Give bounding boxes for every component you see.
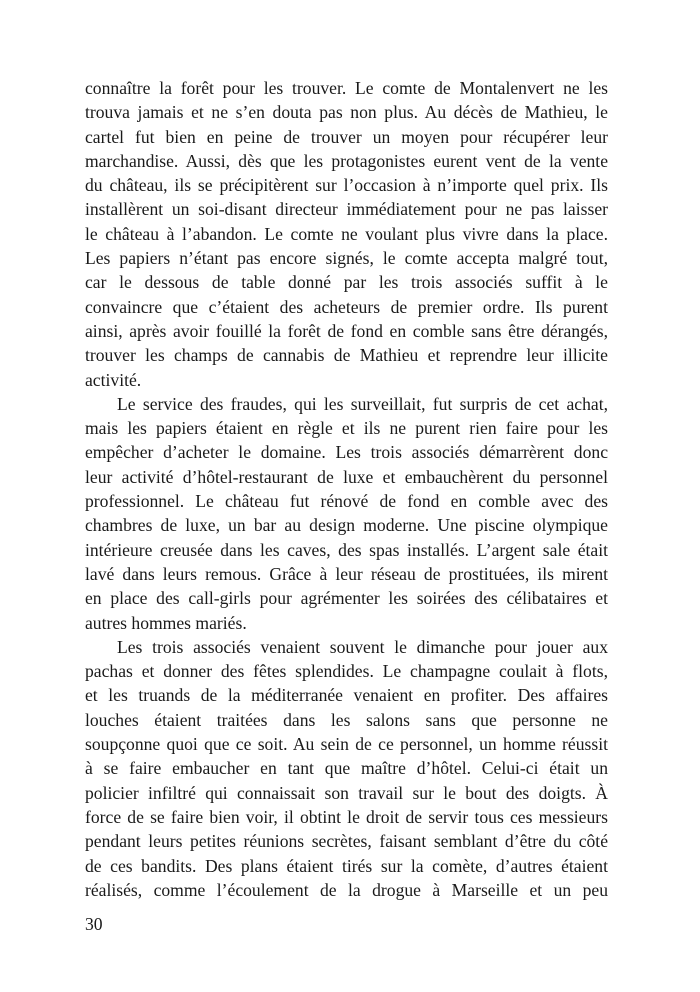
text-line: Les trois associés venaient souvent le dimanche pour jouer aux bbox=[117, 636, 608, 657]
text-line: professionnel. Le château fut rénové de fond en comble avec des bbox=[85, 491, 608, 512]
text-line: de ces bandits. Des plans étaient tirés sur la comète, d’autres étaient bbox=[85, 855, 608, 876]
text-line: à se faire embaucher en tant que maître d’hôtel. Celui-ci était un bbox=[85, 758, 608, 779]
text-line: mais les papiers étaient en règle et ils ne purent rien faire pour les bbox=[85, 418, 608, 439]
text-line: empêcher d’acheter le domaine. Les trois associés démarrèrent donc bbox=[85, 442, 608, 463]
text-line: convaincre que c’étaient des acheteurs de premier ordre. Ils purent bbox=[85, 296, 608, 317]
text-line: car le dessous de table donné par les trois associés suffit à le bbox=[85, 272, 608, 293]
text-line: du château, ils se précipitèrent sur l’occasion à n’importe quel prix. Ils bbox=[85, 175, 608, 196]
text-line: le château à l’abandon. Le comte ne voulant plus vivre dans la place. bbox=[85, 223, 608, 244]
text-line: Le service des fraudes, qui les surveillait, fut surpris de cet achat, bbox=[117, 393, 608, 414]
text-line: réalisés, comme l’écoulement de la drogue à Marseille et un peu bbox=[85, 879, 608, 900]
text-line: lavé dans leurs remous. Grâce à leur réseau de prostituées, ils mirent bbox=[85, 563, 608, 584]
page-number: 30 bbox=[85, 914, 103, 934]
paragraph bbox=[85, 635, 608, 902]
text-line: en place des call-girls pour agrémenter les soirées des célibataires et bbox=[85, 588, 608, 609]
text-line: soupçonne quoi que ce soit. Au sein de ce personnel, un homme réussit bbox=[85, 734, 608, 755]
text-line: Les papiers n’étant pas encore signés, le comte accepta malgré tout, bbox=[85, 248, 608, 269]
text-line: et les truands de la méditerranée venaient en profiter. Des affaires bbox=[85, 685, 608, 706]
text-line: connaître la forêt pour les trouver. Le comte de Montalenvert ne les bbox=[85, 78, 608, 98]
text-line: louches étaient traitées dans les salons sans que personne ne bbox=[85, 709, 608, 730]
text-line: pendant leurs petites réunions secrètes, faisant semblant d’être du côté bbox=[85, 831, 608, 852]
text-line: chambres de luxe, un bar au design moderne. Une piscine olympique bbox=[85, 515, 608, 536]
text-line: marchandise. Aussi, dès que les protagonistes eurent vent de la vente bbox=[85, 150, 608, 171]
text-line: force de se faire bien voir, il obtint le droit de servir tous ces messieurs bbox=[85, 806, 608, 827]
text-line: trouver les champs de cannabis de Mathieu et reprendre leur illicite bbox=[85, 345, 608, 366]
text-line: pachas et donner des fêtes splendides. Le champagne coulait à flots, bbox=[85, 661, 608, 682]
text-line: cartel fut bien en peine de trouver un moyen pour récupérer leur bbox=[85, 126, 608, 147]
text-line: installèrent un soi-disant directeur immédiatement pour ne pas laisser bbox=[85, 199, 608, 220]
page-body bbox=[85, 76, 608, 902]
text-line: activité. bbox=[85, 369, 142, 390]
text-line: policier infiltré qui connaissait son travail sur le bout des doigts. À bbox=[85, 782, 608, 803]
paragraph bbox=[85, 392, 608, 635]
text-line: trouva jamais et ne s’en douta pas non plus. Au décès de Mathieu, le bbox=[85, 102, 608, 123]
text-line: intérieure creusée dans les caves, des spas installés. L’argent sale était bbox=[85, 539, 608, 560]
paragraph bbox=[85, 76, 608, 392]
text-line: leur activité d’hôtel-restaurant de luxe et embauchèrent du personnel bbox=[85, 466, 608, 487]
text-line: ainsi, après avoir fouillé la forêt de fond en comble sans être dérangés, bbox=[85, 320, 608, 341]
text-line: autres hommes mariés. bbox=[85, 612, 247, 633]
